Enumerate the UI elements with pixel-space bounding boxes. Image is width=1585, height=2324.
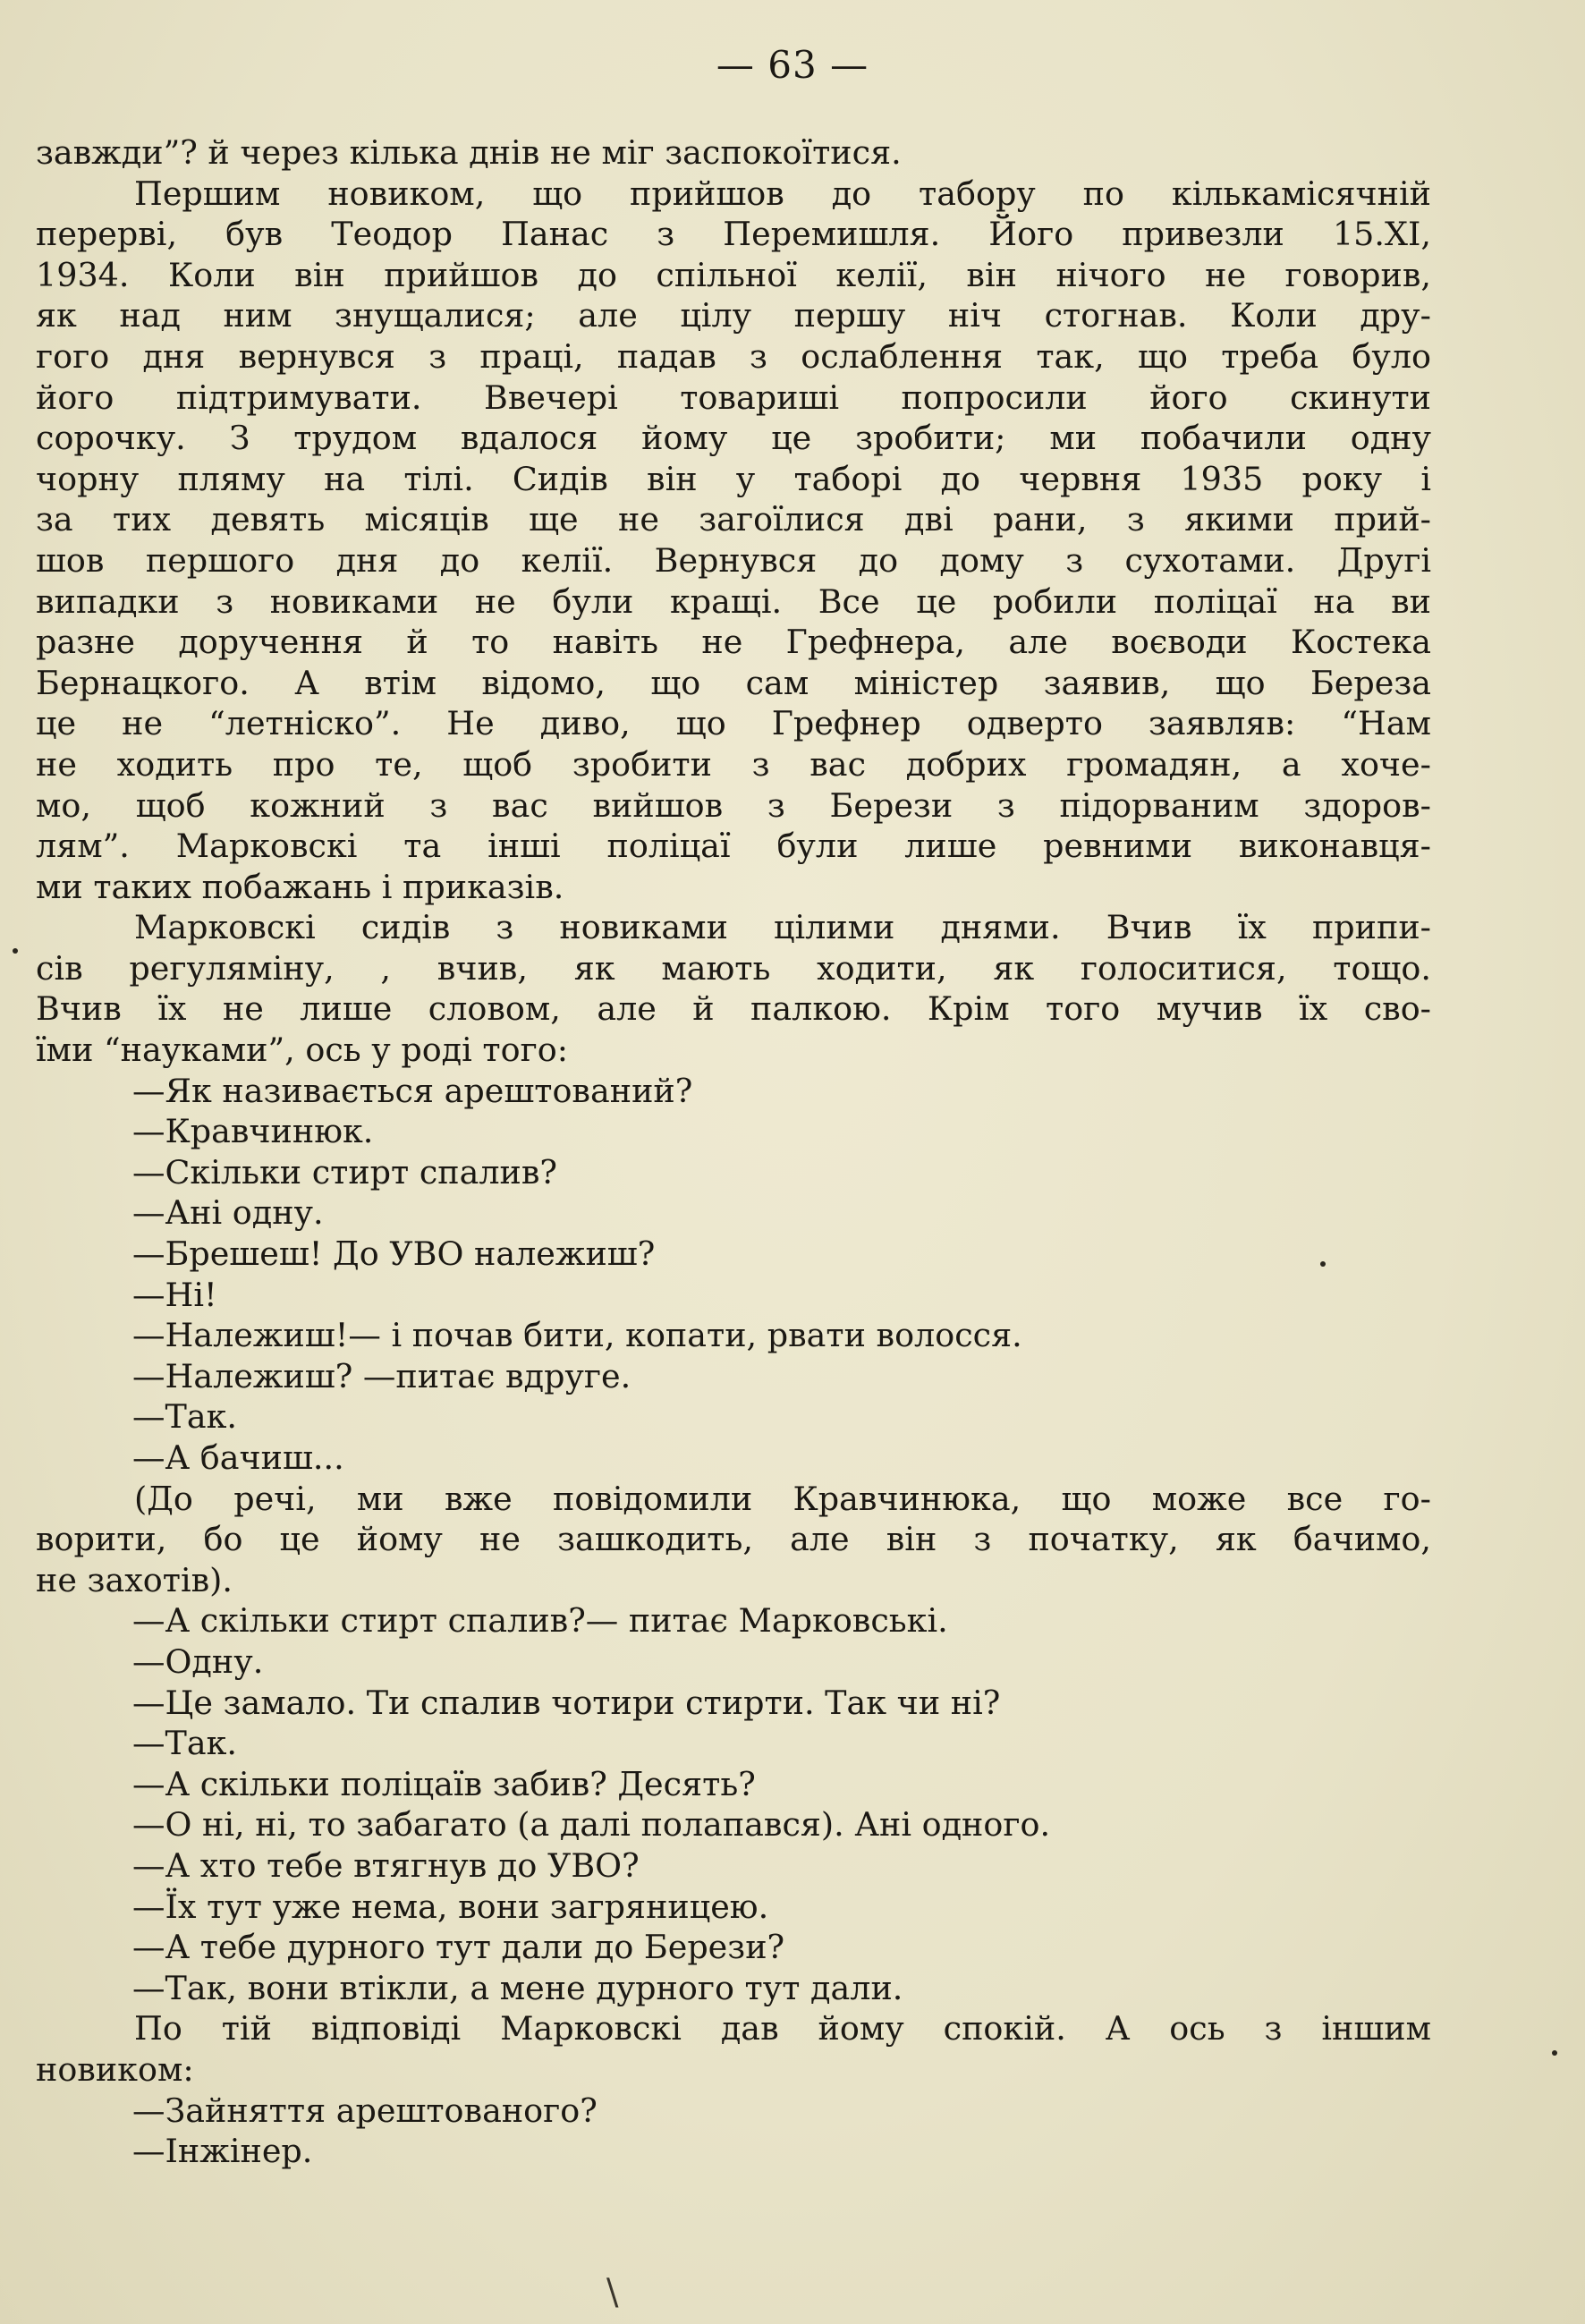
text-line: сорочку. З трудом вдалося йому це зробити; ми побачили одну <box>36 419 1431 458</box>
text-line: гого дня вернувся з праці, падав з ослаблення так, що треба було <box>36 336 1431 376</box>
dialog-line: —Так. <box>132 1397 238 1437</box>
text-line: 1934. Коли він прийшов до спільної келії, він нічого не говорив, <box>36 255 1431 294</box>
dialog-line: —О ні, ні, то забагато (а далі полапався). Ані одного. <box>132 1805 1051 1845</box>
text-line: По тій відповіді Марковскі дав йому спокій. А ось з іншим <box>134 2009 1431 2048</box>
dialog-line: —А тебе дурного тут дали до Берези? <box>132 1928 785 1967</box>
text-line: ворити, бо це йому не зашкодить, але він з початку, як бачимо, <box>36 1520 1431 1559</box>
text-line: випадки з новиками не були кращі. Все це робили поліцаї на ви <box>36 581 1431 621</box>
text-line: перерві, був Теодор Панас з Перемишля. Його привезли 15.XI, <box>36 215 1431 254</box>
dialog-line: —Їх тут уже нема, вони загряницею. <box>132 1887 769 1926</box>
text-line: їми “науками”, ось у роді того: <box>36 1031 568 1070</box>
text-line: (До речі, ми вже повідомили Кравчинюка, що може все го- <box>134 1479 1431 1518</box>
dialog-line: —Ані одну. <box>132 1193 324 1233</box>
ink-speck <box>1320 1261 1326 1267</box>
dialog-line: —Одну. <box>132 1641 264 1681</box>
ink-speck <box>1552 2050 1557 2056</box>
dialog-line: —Так, вони втікли, а мене дурного тут дали. <box>132 1968 903 2007</box>
dialog-line: —Так. <box>132 1724 238 1763</box>
text-line: не захотів). <box>36 1560 233 1599</box>
text-line: не ходить про те, щоб зробити з вас добрих громадян, а хоче- <box>36 744 1431 784</box>
text-line: сів регуляміну, , вчив, як мають ходити, як голоситися, тощо. <box>36 948 1431 988</box>
text-line: Марковскі сидів з новиками цілими днями. Вчив їх припи- <box>134 908 1431 947</box>
page-bottom-mark: \ <box>606 2272 619 2313</box>
dialog-line: —Належиш!— і почав бити, копати, рвати волосся. <box>132 1316 1022 1355</box>
text-line: мо, щоб кожний з вас вийшов з Берези з підорваним здоров- <box>36 785 1431 825</box>
dialog-line: —А скільки поліцаїв забив? Десять? <box>132 1764 756 1803</box>
text-line: Першим новиком, що прийшов до табору по кількамісячній <box>134 174 1431 213</box>
ink-speck <box>13 948 18 954</box>
dialog-line: —Скільки стирт спалив? <box>132 1152 557 1192</box>
text-line: чорну пляму на тілі. Сидів він у таборі до червня 1935 року і <box>36 459 1431 498</box>
text-line: новиком: <box>36 2049 194 2089</box>
dialog-line: —Ні! <box>132 1275 217 1314</box>
dialog-line: —А хто тебе втягнув до УВО? <box>132 1845 640 1885</box>
text-line: завжди”? й через кілька днів не міг заспокоїтися. <box>36 133 902 172</box>
text-line: за тих девять місяців ще не загоїлися дві рани, з якими прий- <box>36 500 1431 539</box>
text-line: Бернацкого. А втім відомо, що сам міністер заявив, що Береза <box>36 663 1431 702</box>
dialog-line: —Як називається арештований? <box>132 1071 693 1110</box>
text-line: разне доручення й то навіть не Грефнера, але воєводи Костека <box>36 623 1431 662</box>
dialog-line: —А скільки стирт спалив?— питає Марковські. <box>132 1601 948 1641</box>
text-line: Вчив їх не лише словом, але й палкою. Крім того мучив їх сво- <box>36 989 1431 1029</box>
text-line: це не “летніско”. Не диво, що Грефнер одверто заявляв: “Нам <box>36 704 1431 743</box>
dialog-line: —Це замало. Ти спалив чотири стирти. Так чи ні? <box>132 1683 1001 1722</box>
dialog-line: —Належиш? —питає вдруге. <box>132 1356 631 1395</box>
text-line: його підтримувати. Ввечері товариші попросили його скинути <box>36 377 1431 417</box>
text-line: шов першого дня до келії. Вернувся до дому з сухотами. Другі <box>36 540 1431 580</box>
dialog-line: —А бачиш... <box>132 1438 344 1477</box>
dialog-line: —Брешеш! До УВО належиш? <box>132 1234 656 1274</box>
dialog-line: —Кравчинюк. <box>132 1112 374 1151</box>
dialog-line: —Зайняття арештованого? <box>132 2091 598 2130</box>
page-number: — 63 — <box>716 43 869 87</box>
text-line: як над ним знущалися; але цілу першу ніч стогнав. Коли дру- <box>36 296 1431 335</box>
dialog-line: —Інжінер. <box>132 2132 313 2171</box>
text-line: лям”. Марковскі та інші поліцаї були лише ревними виконавця- <box>36 827 1431 866</box>
text-line: ми таких побажань і приказів. <box>36 867 564 906</box>
text-body <box>36 132 1431 2172</box>
